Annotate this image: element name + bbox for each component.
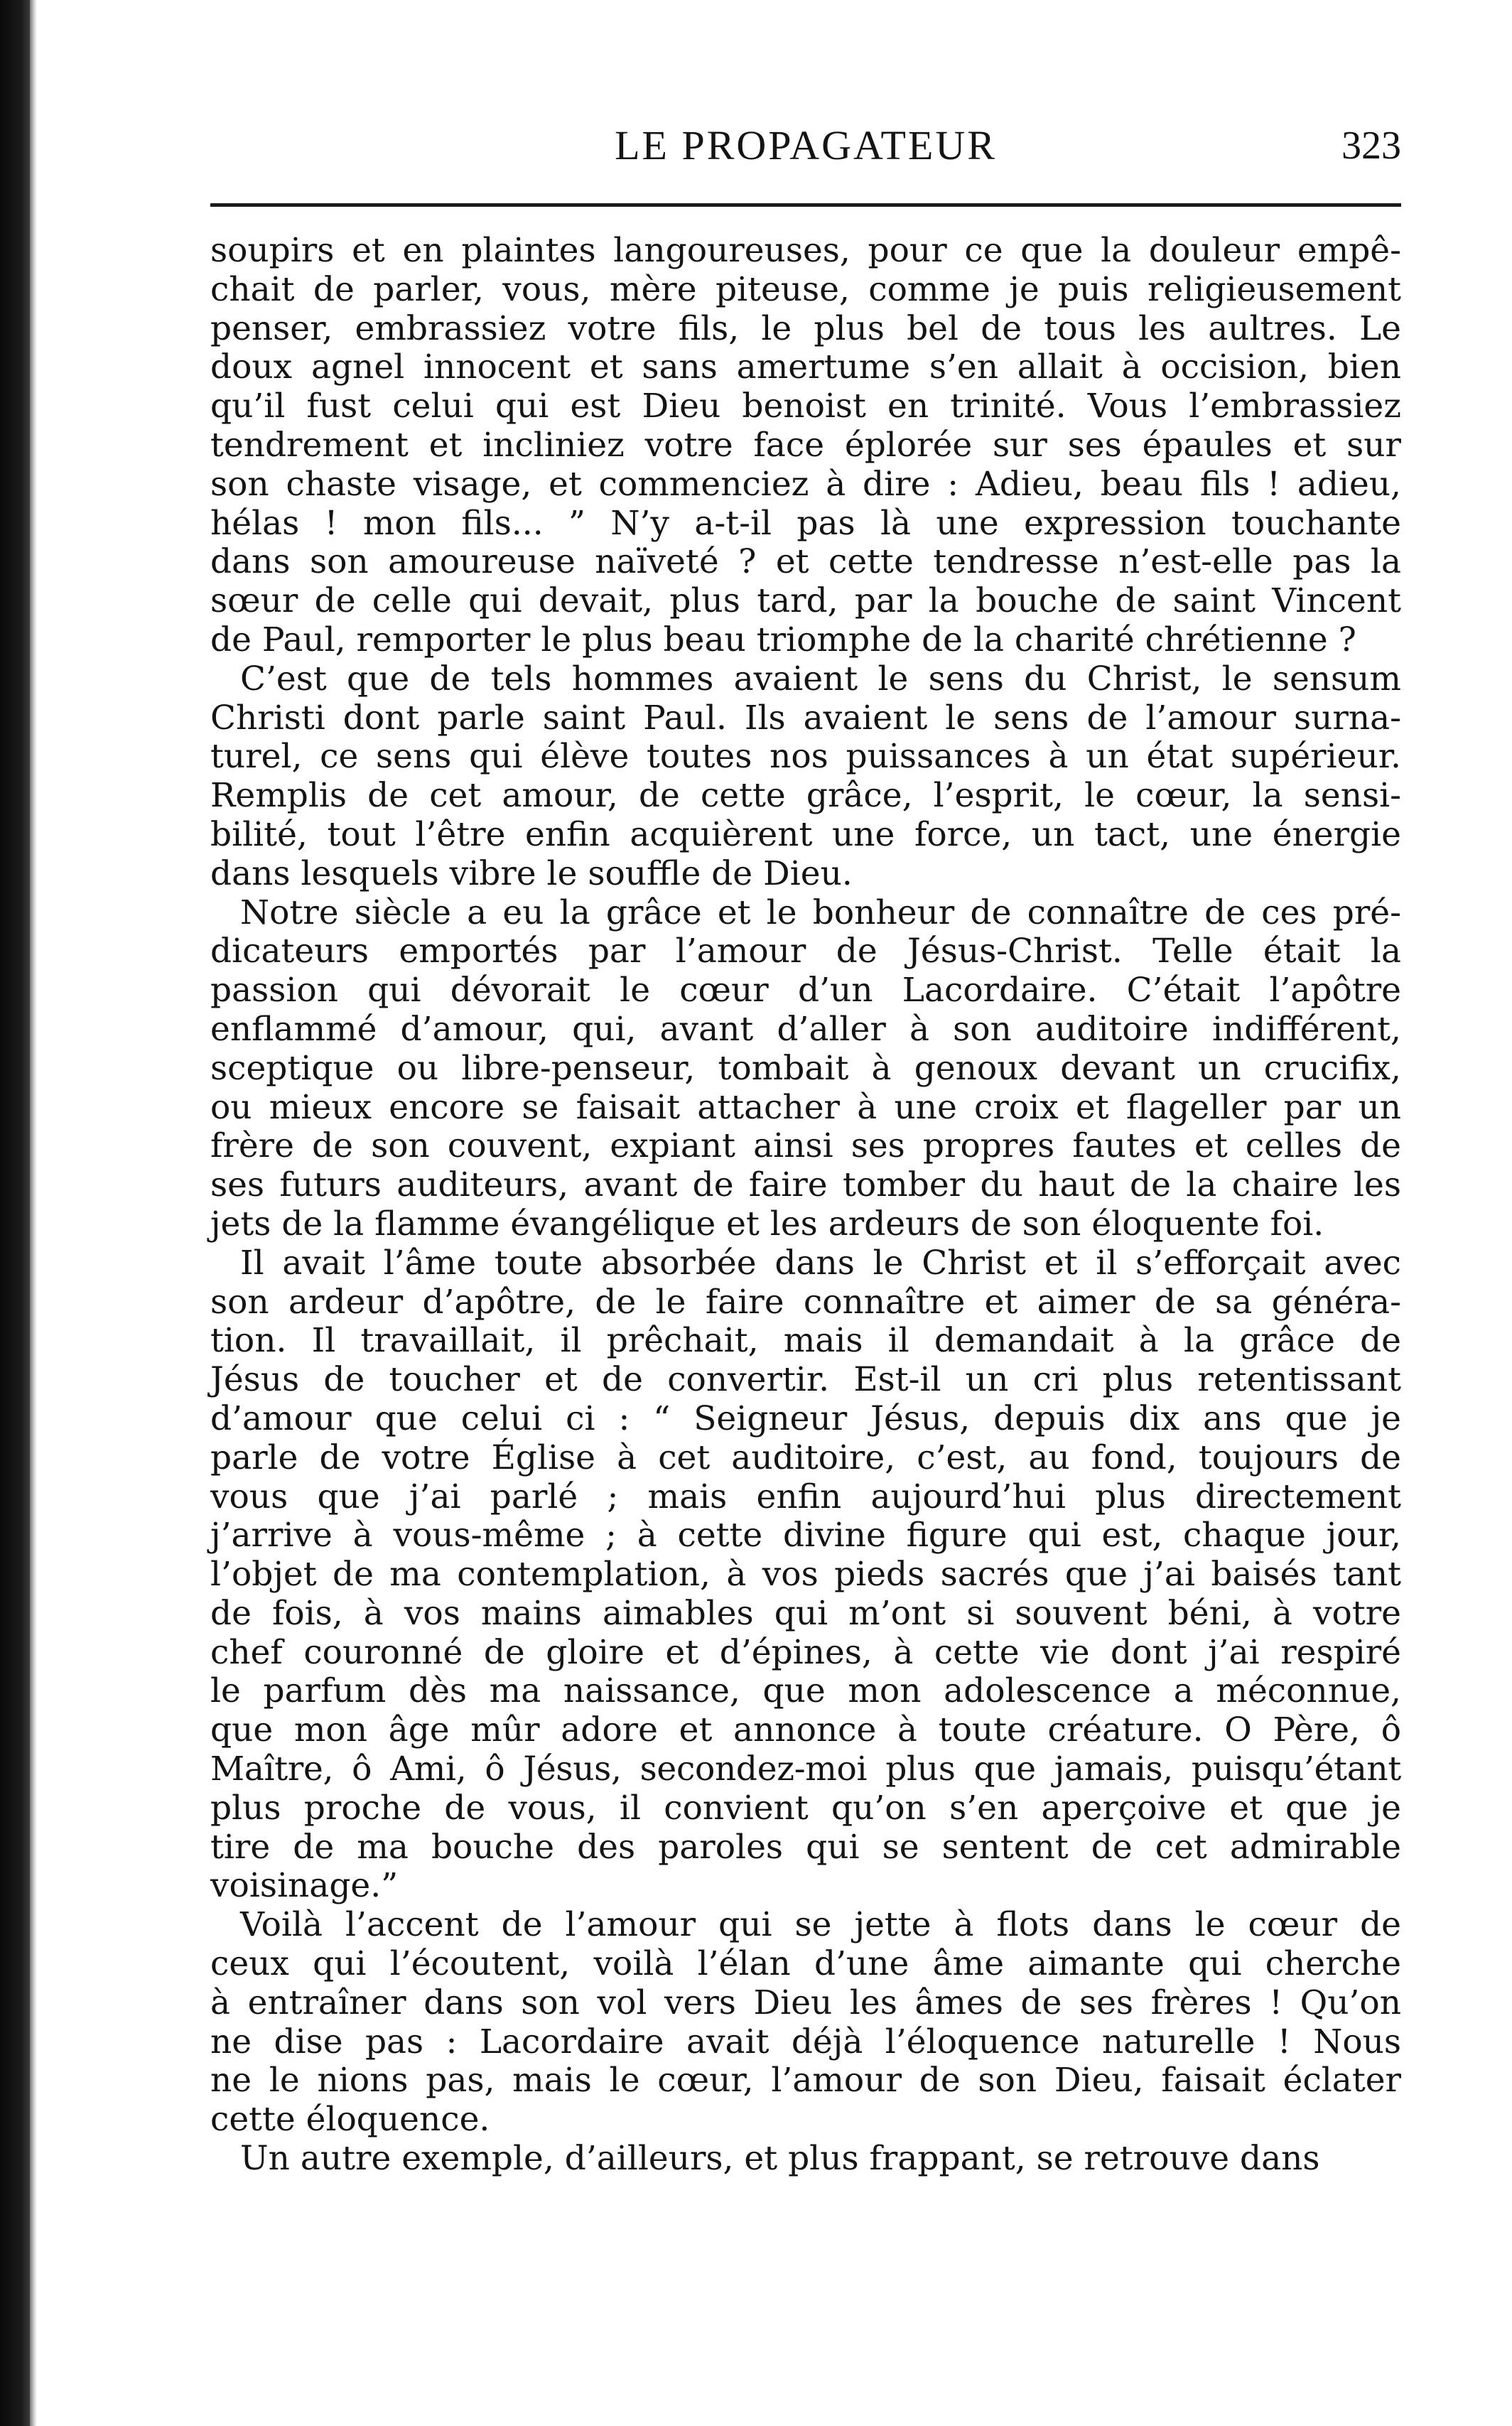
text-line: dans son amoureuse naïveté ? et cette tendresse n’est-elle pas la [210, 542, 1401, 582]
text-line: soupirs et en plaintes langoureuses, pour ce que la douleur empê- [210, 231, 1401, 270]
text-line: son chaste visage, et commenciez à dire : Adieu, beau fils ! adieu, [210, 464, 1401, 504]
text-line: tire de ma bouche des paroles qui se sentent de cet admirable [210, 1827, 1401, 1867]
text-line: enflammé d’amour, qui, avant d’aller à son auditoire indifférent, [210, 1009, 1401, 1049]
text-line: ne dise pas : Lacordaire avait déjà l’éloquence naturelle ! Nous [210, 2022, 1401, 2061]
text-line: Jésus de toucher et de convertir. Est-il un cri plus retentissant [210, 1360, 1401, 1400]
text-line: à entraîner dans son vol vers Dieu les âmes de ses frères ! Qu’on [210, 1983, 1401, 2022]
text-line: plus proche de vous, il convient qu’on s’en aperçoive et que je [210, 1788, 1401, 1828]
text-line: l’objet de ma contemplation, à vos pieds sacrés que j’ai baisés tant [210, 1555, 1401, 1595]
text-line: passion qui dévorait le cœur d’un Lacordaire. C’était l’apôtre [210, 971, 1401, 1010]
text-line: Notre siècle a eu la grâce et le bonheur de connaître de ces pré- [240, 893, 1401, 932]
text-line: Christi dont parle saint Paul. Ils avaient le sens de l’amour surna- [210, 698, 1401, 738]
text-line: d’amour que celui ci : “ Seigneur Jésus, depuis dix ans que je [210, 1398, 1401, 1438]
text-line: frère de son couvent, expiant ainsi ses propres fautes et celles de [210, 1126, 1401, 1166]
text-line: de Paul, remporter le plus beau triomphe de la charité chrétienne ? [210, 620, 1356, 659]
text-line: hélas ! mon fils... ” N’y a-t-il pas là une expression touchante [210, 503, 1401, 543]
running-head: LE PROPAGATEUR [615, 122, 997, 168]
text-line: Un autre exemple, d’ailleurs, et plus frappant, se retrouve dans [240, 2139, 1320, 2179]
text-line: le parfum dès ma naissance, que mon adolescence a méconnue, [210, 1671, 1401, 1711]
text-line: voisinage.” [210, 1866, 399, 1906]
text-line: Voilà l’accent de l’amour qui se jette à flots dans le cœur de [240, 1905, 1401, 1945]
text-line: Il avait l’âme toute absorbée dans le Christ et il s’efforçait avec [240, 1243, 1401, 1283]
text-line: ou mieux encore se faisait attacher à une croix et flageller par un [210, 1087, 1401, 1127]
text-line: de fois, à vos mains aimables qui m’ont si souvent béni, à votre [210, 1593, 1401, 1633]
text-line: que mon âge mûr adore et annonce à toute créature. O Père, ô [210, 1710, 1401, 1750]
text-line: j’arrive à vous-même ; à cette divine figure qui est, chaque jour, [210, 1516, 1401, 1556]
text-line: bilité, tout l’être enfin acquièrent une force, un tact, une énergie [210, 814, 1401, 854]
text-line: C’est que de tels hommes avaient le sens du Christ, le sensum [240, 659, 1401, 699]
page-number: 323 [1341, 124, 1401, 168]
text-line: chait de parler, vous, mère piteuse, comme je puis religieusement [210, 269, 1401, 309]
text-line: ne le nions pas, mais le cœur, l’amour de son Dieu, faisait éclater [210, 2061, 1401, 2101]
text-line: Remplis de cet amour, de cette grâce, l’esprit, le cœur, la sensi- [210, 776, 1401, 816]
header-rule [210, 203, 1401, 207]
text-line: tendrement et incliniez votre face éplorée sur ses épaules et sur [210, 425, 1401, 465]
text-line: tion. Il travaillait, il prêchait, mais il demandait à la grâce de [210, 1321, 1401, 1361]
page-gutter-edge [30, 0, 37, 2426]
text-line: turel, ce sens qui élève toutes nos puissances à un état supérieur. [210, 737, 1401, 777]
text-line: doux agnel innocent et sans amertume s’en allait à occision, bien [210, 347, 1401, 387]
text-line: vous que j’ai parlé ; mais enfin aujourd’hui plus directement [210, 1477, 1401, 1516]
text-line: sœur de celle qui devait, plus tard, par la bouche de saint Vincent [210, 581, 1401, 621]
text-line: ceux qui l’écoutent, voilà l’élan d’une âme aimante qui cherche [210, 1944, 1401, 1984]
text-line: son ardeur d’apôtre, de le faire connaître et aimer de sa généra- [210, 1282, 1401, 1322]
text-line: sceptique ou libre-penseur, tombait à genoux devant un crucifix, [210, 1048, 1401, 1088]
text-line: jets de la flamme évangélique et les ardeurs de son éloquente foi. [210, 1204, 1324, 1244]
book-spine-shadow [0, 0, 30, 2426]
text-line: chef couronné de gloire et d’épines, à cette vie dont j’ai respiré [210, 1632, 1401, 1672]
page-header [210, 121, 1401, 171]
text-line: penser, embrassiez votre fils, le plus bel de tous les aultres. Le [210, 308, 1401, 348]
text-line: qu’il fust celui qui est Dieu benoist en trinité. Vous l’embrassiez [210, 387, 1401, 426]
text-line: Maître, ô Ami, ô Jésus, secondez-moi plus que jamais, puisqu’étant [210, 1750, 1401, 1789]
text-line: ses futurs auditeurs, avant de faire tomber du haut de la chaire les [210, 1165, 1401, 1205]
text-line: parle de votre Église à cet auditoire, c’est, au fond, toujours de [210, 1438, 1401, 1477]
body-text [210, 232, 1401, 2179]
text-line: dans lesquels vibre le souffle de Dieu. [210, 853, 853, 893]
text-line: cette éloquence. [210, 2100, 490, 2140]
text-line: dicateurs emportés par l’amour de Jésus-Christ. Telle était la [210, 932, 1401, 971]
